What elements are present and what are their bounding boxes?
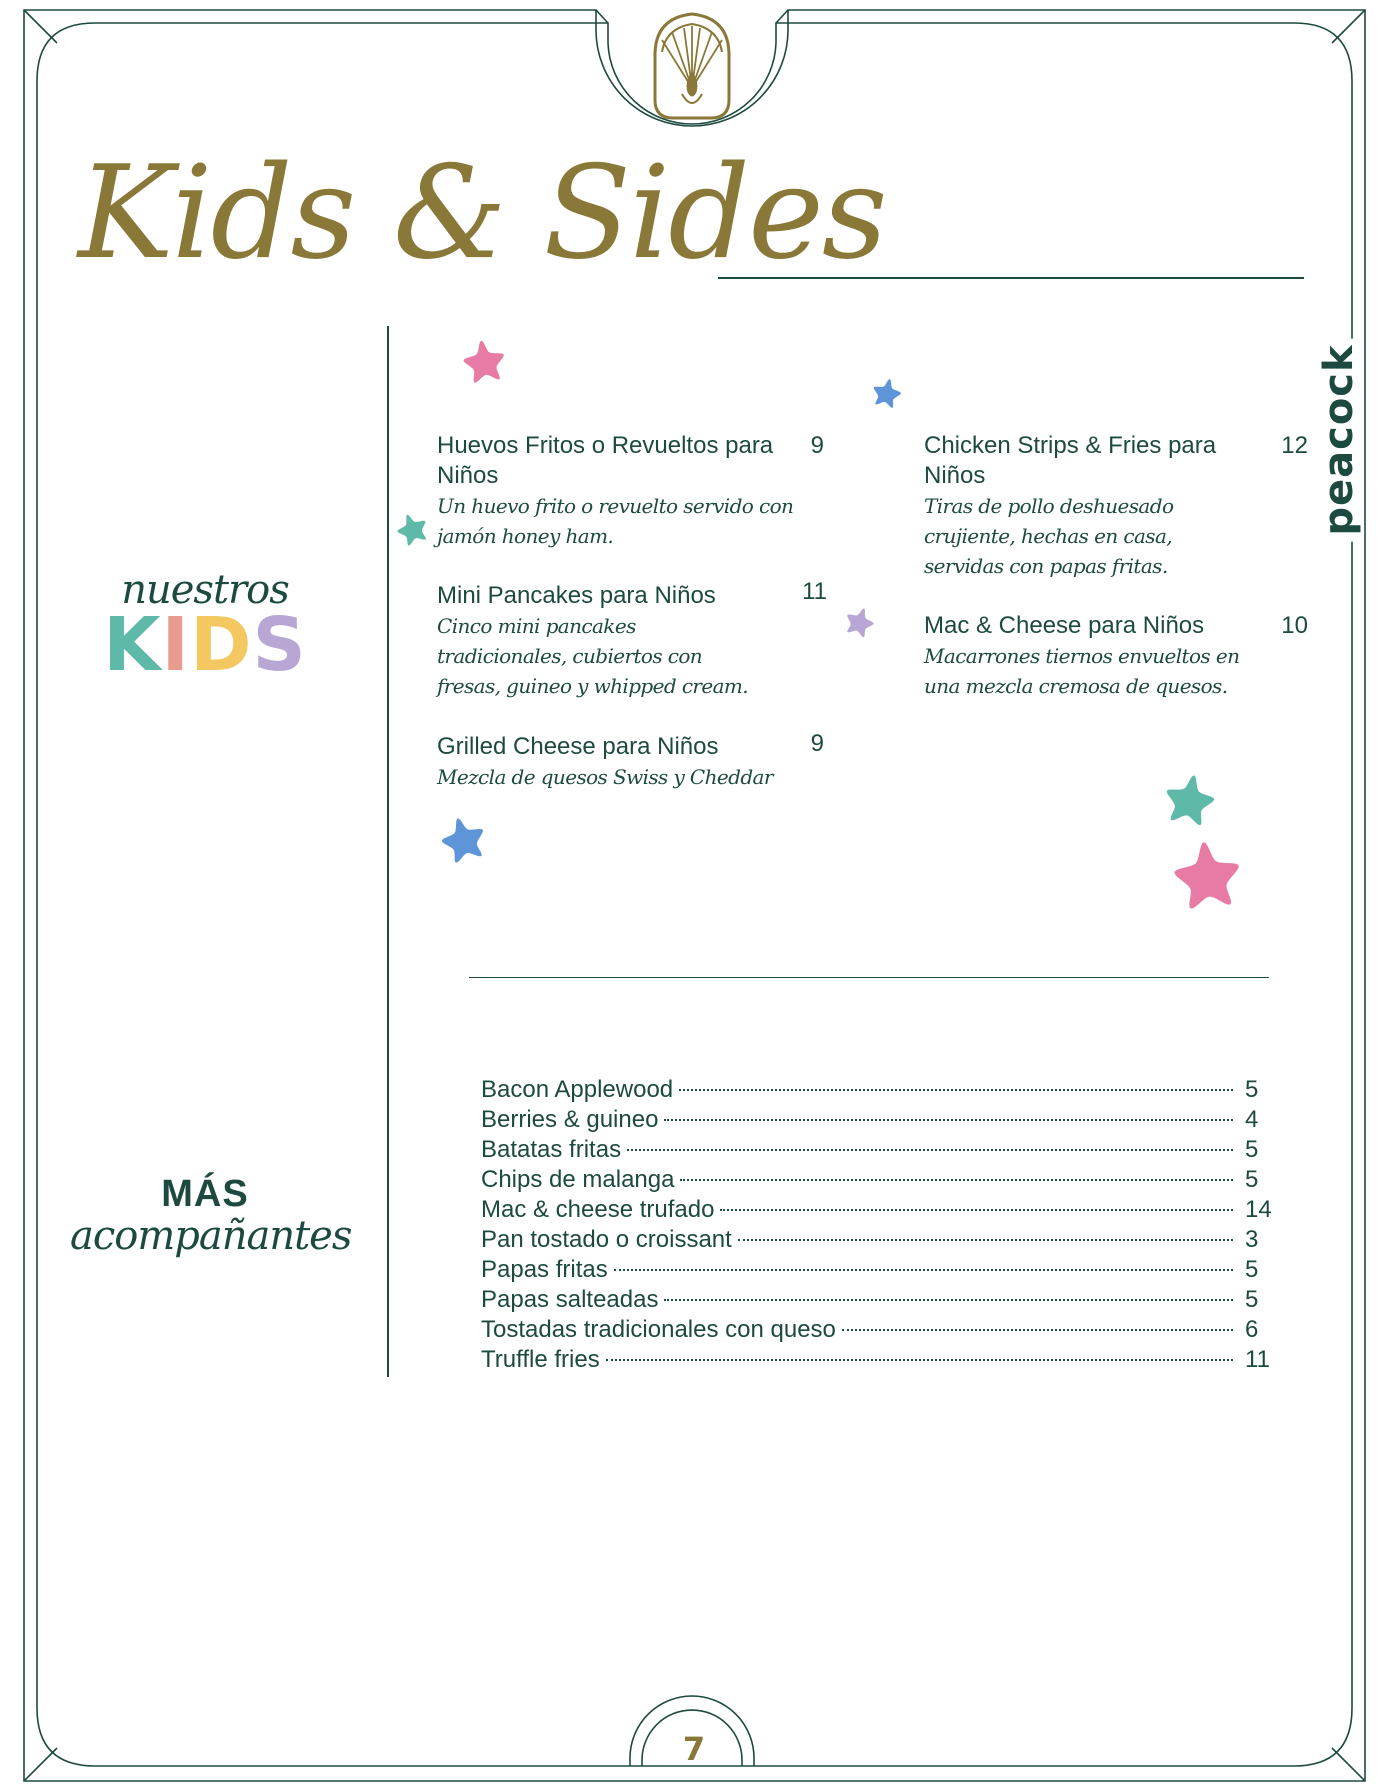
page-number: 7 (682, 1730, 706, 1768)
leader-dots (664, 1299, 1233, 1301)
side-item (481, 1315, 1281, 1345)
star-icon (459, 335, 509, 385)
menu-item-price: 9 (810, 432, 824, 459)
menu-item-name: Mac & Cheese para Niños (924, 612, 1205, 639)
leader-dots (606, 1359, 1233, 1361)
menu-item-description: Cinco mini pancakes tradicionales, cubiertos con fresas, guineo y whipped cream. (437, 614, 749, 698)
side-item (481, 1105, 1281, 1135)
menu-item-name: Chicken Strips & Fries para Niños (924, 432, 1217, 489)
side-item-name: Pan tostado o croissant (481, 1226, 732, 1253)
side-item-name: Papas salteadas (481, 1286, 659, 1313)
star-icon (869, 374, 905, 410)
title-divider (718, 277, 1304, 279)
side-item-price: 14 (1245, 1196, 1272, 1223)
side-item (481, 1285, 1281, 1315)
side-item-price: 6 (1245, 1316, 1259, 1343)
side-item-price: 5 (1245, 1136, 1259, 1163)
menu-item (924, 431, 1254, 581)
side-item-name: Papas fritas (481, 1256, 608, 1283)
side-item (481, 1345, 1281, 1375)
menu-item-name: Huevos Fritos o Revueltos para Niños (437, 432, 774, 489)
side-item (481, 1075, 1281, 1105)
menu-item-description: Macarrones tiernos envueltos en una mezcla cremosa de quesos. (924, 644, 1240, 698)
sides-label-script: acompañantes (70, 1212, 352, 1259)
side-item (481, 1195, 1281, 1225)
kids-letter: D (190, 602, 253, 688)
side-item-name: Bacon Applewood (481, 1076, 674, 1103)
side-item-price: 5 (1245, 1256, 1259, 1283)
kids-letter: S (252, 602, 307, 688)
side-item-price: 3 (1245, 1226, 1259, 1253)
sides-section-label (70, 1173, 352, 1259)
kids-letter: K (103, 602, 162, 688)
menu-item (437, 431, 797, 551)
leader-dots (679, 1089, 1233, 1091)
brand-wordmark: peacock (1319, 338, 1359, 541)
side-item-price: 5 (1245, 1286, 1259, 1313)
menu-item-price: 11 (802, 578, 827, 605)
star-icon (1169, 835, 1246, 912)
side-item-price: 11 (1245, 1346, 1270, 1373)
menu-item-description: Tiras de pollo deshuesado crujiente, hechas en casa, servidas con papas fritas. (924, 494, 1174, 578)
side-item (481, 1135, 1281, 1165)
menu-item-price: 9 (810, 730, 824, 757)
side-item (481, 1165, 1281, 1195)
kids-label-word (100, 602, 310, 688)
leader-dots (738, 1239, 1233, 1241)
side-item-price: 5 (1245, 1166, 1259, 1193)
side-item (481, 1225, 1281, 1255)
section-divider (469, 977, 1269, 978)
menu-item (437, 581, 767, 701)
sides-list (481, 1075, 1281, 1375)
leader-dots (720, 1209, 1233, 1211)
menu-item (437, 732, 797, 792)
page-title: Kids & Sides (78, 139, 886, 288)
leader-dots (627, 1149, 1233, 1151)
kids-section-label (100, 567, 310, 688)
leader-dots (680, 1179, 1233, 1181)
kids-letter: I (161, 602, 191, 688)
sides-label-top: MÁS (161, 1173, 249, 1215)
side-item (481, 1255, 1281, 1285)
side-item-name: Chips de malanga (481, 1166, 675, 1193)
menu-item-name: Mini Pancakes para Niños (437, 582, 716, 609)
kids-label-script: nuestros (121, 567, 289, 613)
menu-item-price: 12 (1281, 432, 1308, 459)
peacock-logo-icon (655, 14, 729, 118)
side-item-name: Truffle fries (481, 1346, 600, 1373)
leader-dots (842, 1329, 1233, 1331)
side-item-price: 4 (1245, 1106, 1259, 1133)
menu-item-description: Un huevo frito o revuelto servido con jamón honey ham. (437, 494, 794, 548)
side-item-name: Batatas fritas (481, 1136, 622, 1163)
side-item-price: 5 (1245, 1076, 1259, 1103)
side-item-name: Tostadas tradicionales con queso (481, 1316, 836, 1343)
menu-item-description: Mezcla de quesos Swiss y Cheddar (437, 765, 773, 789)
menu-item (924, 611, 1254, 701)
column-divider (387, 326, 389, 1377)
leader-dots (614, 1269, 1233, 1271)
leader-dots (664, 1119, 1233, 1121)
side-item-name: Berries & guineo (481, 1106, 659, 1133)
menu-item-name: Grilled Cheese para Niños (437, 733, 719, 760)
menu-item-price: 10 (1281, 612, 1308, 639)
star-icon (1160, 768, 1220, 828)
side-item-name: Mac & cheese trufado (481, 1196, 715, 1223)
